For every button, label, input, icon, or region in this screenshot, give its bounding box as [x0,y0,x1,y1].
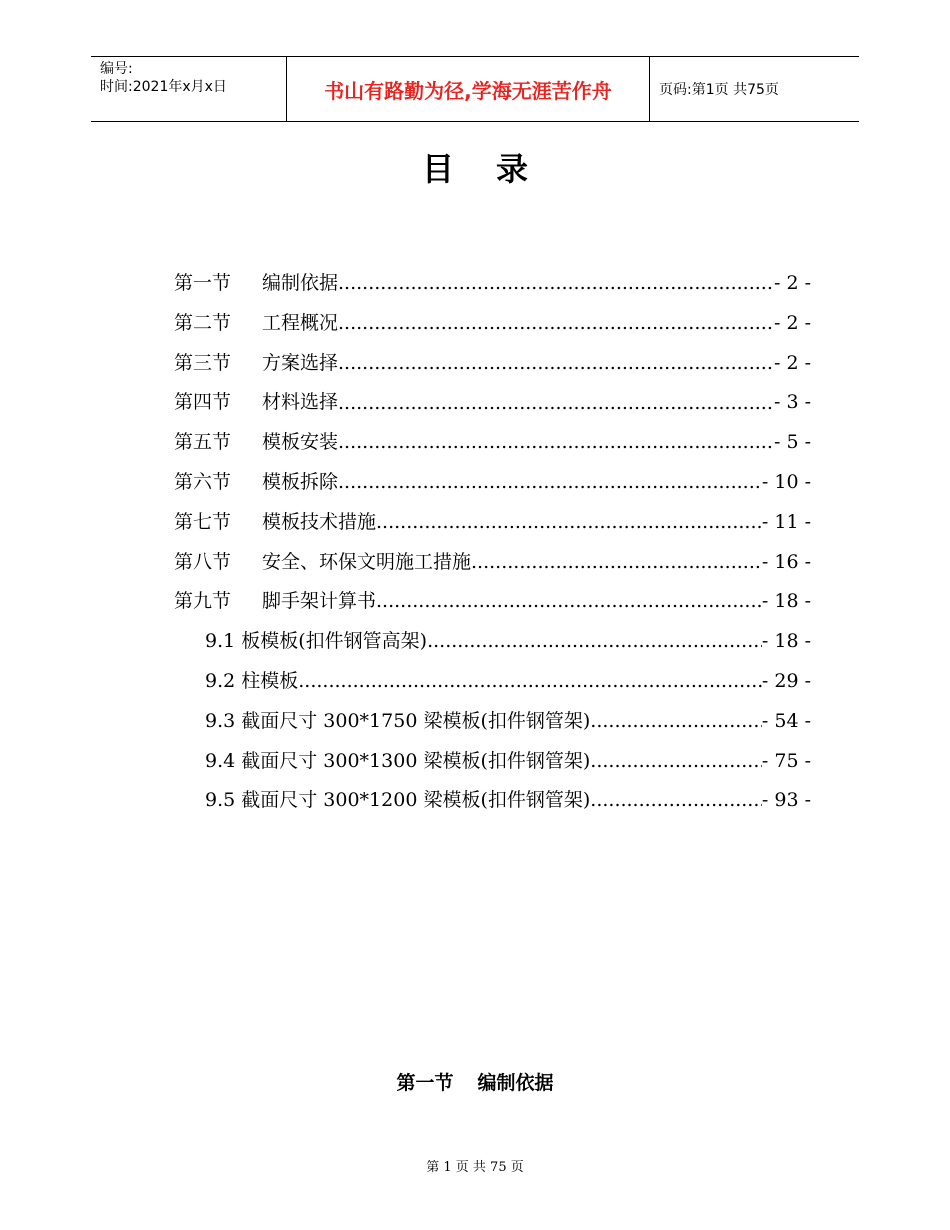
toc-entry-page: - 16 - [761,550,811,573]
page-footer: 第 1 页 共 75 页 [426,1160,524,1175]
toc-entry-number: 第四节 [174,391,232,414]
toc-entry-label: 9.3 截面尺寸 300*1750 梁模板(扣件钢管架) [205,709,591,732]
toc-entry-label: 模板拆除 [262,471,339,494]
toc-entry[interactable] [174,773,811,813]
toc-entry-label: 脚手架计算书 [262,590,377,613]
toc-dot-leader [338,271,774,296]
toc-entry-page: - 2 - [773,311,811,334]
toc-entry[interactable] [174,694,811,734]
toc-entry[interactable] [174,654,811,694]
section-heading-number: 第一节 [396,1072,454,1094]
toc-dot-leader [376,589,762,614]
toc-entry-label: 9.2 柱模板 [205,670,299,693]
toc-entry-page: - 2 - [773,272,811,295]
toc-entry-label: 9.4 截面尺寸 300*1300 梁模板(扣件钢管架) [205,749,591,772]
toc-entry[interactable] [174,614,811,654]
toc-dot-leader [338,430,774,455]
toc-entry[interactable] [174,256,811,296]
toc-entry[interactable] [174,415,811,455]
toc-entry-page: - 93 - [761,789,811,812]
toc-entry[interactable] [174,296,811,336]
toc-entry[interactable] [174,535,811,575]
section-heading-label: 编制依据 [477,1072,554,1094]
section-heading [0,1068,950,1095]
toc-entry[interactable] [174,455,811,495]
toc-entry-page: - 75 - [761,749,811,772]
toc-entry-page: - 11 - [761,510,811,533]
toc-entry-label: 工程概况 [262,311,339,334]
toc-dot-leader [338,391,774,416]
toc-entry-page: - 18 - [761,630,811,653]
toc-dot-leader [376,510,762,535]
toc-dot-leader [471,550,762,575]
toc-entry[interactable] [174,375,811,415]
toc-dot-leader [590,709,762,734]
toc-dot-leader [338,311,774,336]
document-header [91,56,859,122]
toc-entry-number: 第五节 [174,431,232,454]
header-meta-cell [91,57,287,121]
toc-entry-number: 第八节 [174,550,232,573]
toc-dot-leader [427,629,762,654]
toc-entry-number: 第七节 [174,510,232,533]
toc-title: 目录 [421,150,570,188]
toc-entry-label: 安全、环保文明施工措施 [262,550,472,573]
toc-entry-page: - 18 - [761,590,811,613]
table-of-contents [174,256,811,813]
toc-entry-page: - 2 - [773,351,811,374]
toc-dot-leader [338,470,762,495]
toc-entry-page: - 29 - [761,670,811,693]
toc-entry-number: 第六节 [174,471,232,494]
toc-dot-leader [338,351,774,376]
toc-entry-page: - 3 - [773,391,811,414]
header-motto: 书山有路勤为径,学海无涯苦作舟 [287,57,650,121]
toc-entry-number: 第二节 [174,311,232,334]
toc-dot-leader [298,669,762,694]
toc-entry-label: 编制依据 [262,272,339,295]
toc-entry-label: 方案选择 [262,351,339,374]
toc-entry-label: 材料选择 [262,391,339,414]
toc-entry-label: 9.1 板模板(扣件钢管高架) [205,630,428,653]
toc-entry[interactable] [174,734,811,774]
toc-entry-page: - 5 - [773,431,811,454]
toc-entry[interactable] [174,495,811,535]
toc-entry-page: - 54 - [761,709,811,732]
toc-entry-number: 第九节 [174,590,232,613]
header-time-label: 时间:2021年x月x日 [100,79,227,95]
toc-entry-label: 9.5 截面尺寸 300*1200 梁模板(扣件钢管架) [205,789,591,812]
toc-dot-leader [590,749,762,774]
header-page-label: 页码:第1页 共75页 [659,82,779,98]
toc-entry-page: - 10 - [761,471,811,494]
toc-dot-leader [590,788,762,813]
toc-entry-label: 模板安装 [262,431,339,454]
toc-entry-label: 模板技术措施 [262,510,377,533]
toc-entry-number: 第三节 [174,351,232,374]
header-code-label: 编号: [100,61,133,77]
toc-entry[interactable] [174,336,811,376]
toc-entry[interactable] [174,574,811,614]
toc-entry-number: 第一节 [174,272,232,295]
